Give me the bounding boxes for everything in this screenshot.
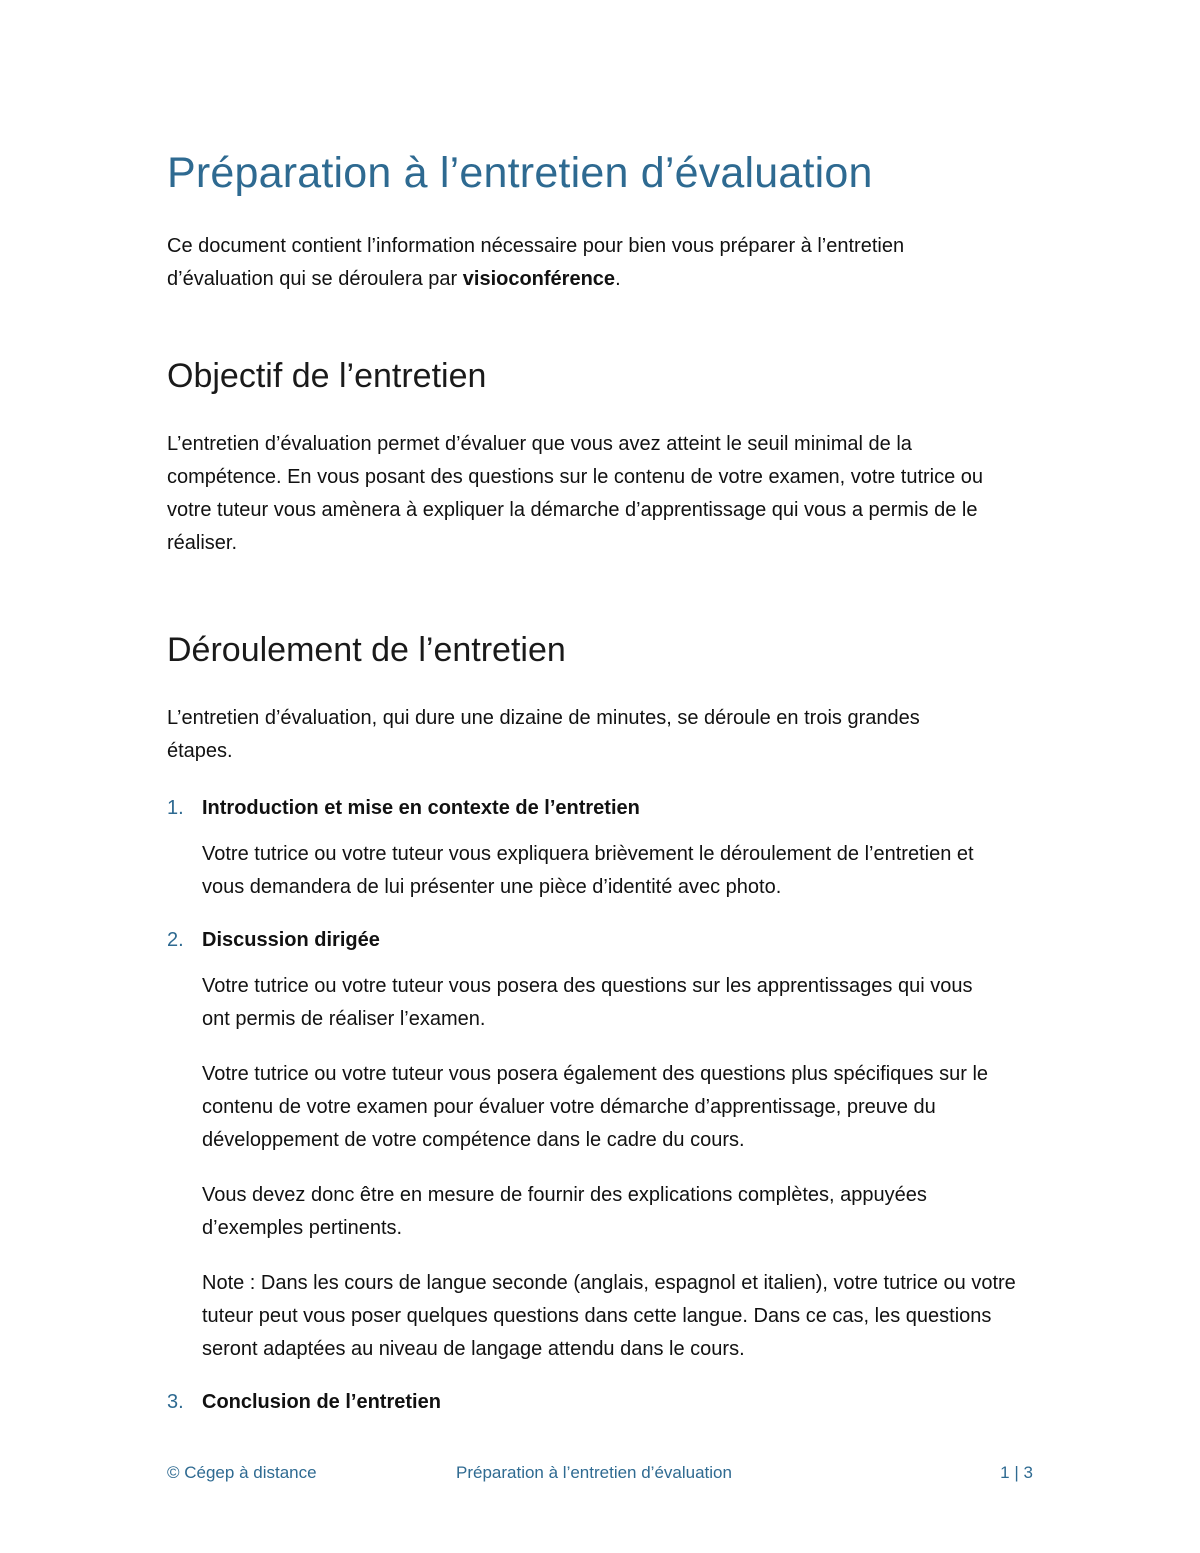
list-item	[167, 1386, 1047, 1419]
step-number: 3.	[167, 1391, 184, 1413]
page-separator: |	[1014, 1463, 1019, 1482]
page-footer	[167, 1460, 1033, 1486]
step-title: Discussion dirigée	[202, 929, 380, 951]
step-number: 1.	[167, 797, 184, 819]
step-number: 2.	[167, 929, 184, 951]
list-item	[167, 792, 1047, 904]
steps-list	[167, 792, 1047, 1419]
document-title: Préparation à l’entretien d’évaluation	[167, 149, 873, 197]
intro-paragraph	[167, 230, 997, 296]
section-heading-deroulement: Déroulement de l’entretien	[167, 631, 566, 669]
page-current: 1	[1000, 1463, 1010, 1482]
section-paragraph-deroulement: L’entretien d’évaluation, qui dure une dizaine de minutes, se déroule en trois grandes étapes.	[167, 707, 920, 762]
list-item	[167, 924, 1047, 1366]
step-paragraph: Votre tutrice ou votre tuteur vous expliquera brièvement le déroulement de l’entretien et vous demandera de lui présenter une pièce d’identité avec photo.	[202, 843, 974, 898]
intro-bold: visioconférence	[462, 268, 616, 290]
step-paragraph: Votre tutrice ou votre tuteur vous posera des questions sur les apprentissages qui vous ont permis de réaliser l’examen.	[202, 975, 973, 1030]
page-total: 3	[1023, 1463, 1033, 1482]
section-paragraph-objectif: L’entretien d’évaluation permet d’évaluer que vous avez atteint le seuil minimal de la compétence. En vous posant des questions sur le contenu de votre examen, votre tutrice ou votre tuteur vous amènera à expliquer la démarche d’apprentissage qui vous a permis de le réaliser.	[167, 433, 984, 554]
intro-end: .	[615, 268, 621, 290]
footer-page-number	[1000, 1460, 1033, 1486]
step-paragraph: Note : Dans les cours de langue seconde (anglais, espagnol et italien), votre tutrice ou votre tuteur peut vous poser quelques questions dans cette langue. Dans ce cas, les questions seront adaptées au niveau de langage attendu dans le cours.	[202, 1272, 1016, 1360]
section-heading-objectif: Objectif de l’entretien	[167, 357, 487, 395]
step-paragraph: Votre tutrice ou votre tuteur vous posera également des questions plus spécifiques sur le contenu de votre examen pour évaluer votre démarche d’apprentissage, preuve du développement de votre compétence dans le cadre du cours.	[202, 1063, 989, 1151]
page-content	[167, 138, 1047, 1419]
intro-text: Ce document contient l’information nécessaire pour bien vous préparer à l’entretien d’évaluation qui se déroulera par	[167, 235, 905, 290]
footer-doc-title: Préparation à l’entretien d’évaluation	[456, 1463, 732, 1482]
step-paragraph: Vous devez donc être en mesure de fournir des explications complètes, appuyées d’exemples pertinents.	[202, 1184, 927, 1239]
step-title: Conclusion de l’entretien	[202, 1391, 441, 1413]
footer-copyright: © Cégep à distance	[167, 1463, 317, 1482]
step-title: Introduction et mise en contexte de l’entretien	[202, 797, 640, 819]
